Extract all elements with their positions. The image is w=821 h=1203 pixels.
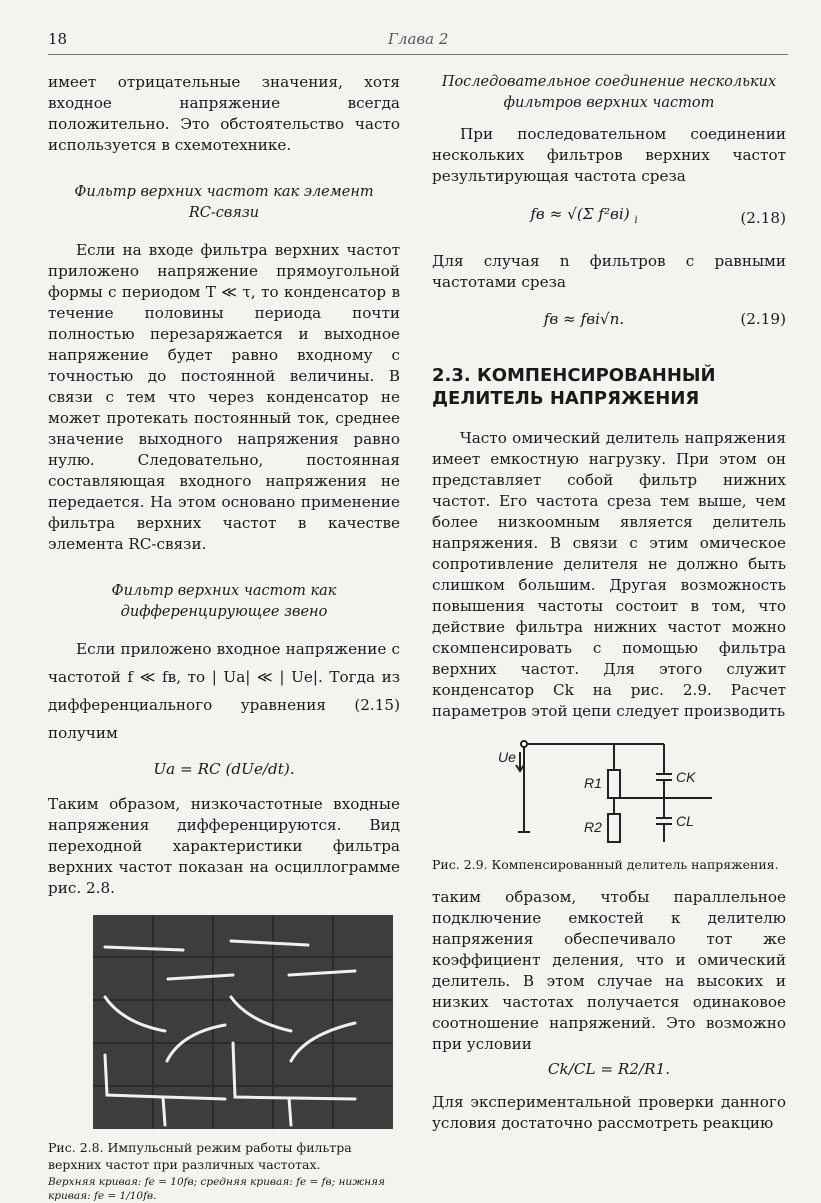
- left-column: [48, 72, 400, 1203]
- equation-number: (2.19): [740, 310, 786, 328]
- label-r1: R1: [584, 775, 602, 791]
- equation: [432, 309, 786, 330]
- paragraph: Если на входе фильтра верхних частот приложено напряжение прямоугольной формы с периодом T ≪ τ, то конденсатор в течение половины периода почти полностью перезаряжается и выходное напряжение будет равно входному с точностью до постоянной величины. В связи с тем что через конденсатор не может протекать постоянный ток, среднее значение выходного напряжения равно нулю. Следовательно, постоянная составляющая входного напряжения не передается. На этом основано применение фильтра верхних частот в качестве элемента RC-связи.: [48, 241, 400, 553]
- equation-formula: fв ≈ √(Σ f²вi) $_i$: [530, 205, 638, 227]
- paragraph: Часто омический делитель напряжения имеет емкостную нагрузку. При этом он представляет собой фильтр нижних частот. Его частота среза тем выше, чем более низкоомным является делитель напряжения. В связи с этим омическое сопротивление делителя не должно быть слишком большим. Другая возможность повышения частоты состоит в том, что действие фильтра нижних частот можно скомпенсировать с помощью фильтра верхних частот. Для этого служит конденсатор Ck на рис. 2.9. Расчет параметров этой цепи следует производить: [432, 429, 786, 720]
- paragraph: Для экспериментальной проверки данного условия достаточно рассмотреть реакцию: [432, 1093, 786, 1132]
- section-heading: 2.3. КОМПЕНСИРОВАННЫЙ ДЕЛИТЕЛЬ НАПРЯЖЕНИЯ: [432, 365, 716, 409]
- oscillogram-figure: [93, 915, 393, 1129]
- equation-formula: Ua = RC (dUe/dt).: [153, 760, 295, 778]
- label-r2: R2: [584, 819, 602, 835]
- running-head: Глава 2: [388, 30, 449, 48]
- input-terminal: [521, 741, 527, 747]
- right-column: [432, 72, 786, 1134]
- paragraph: При последовательном соединении нескольких фильтров верхних частот результирующая частота среза: [432, 125, 786, 185]
- resistor-r2: [608, 814, 620, 842]
- equation: [48, 759, 400, 780]
- equation-number: (2.18): [740, 208, 786, 227]
- sum-index: i: [634, 215, 638, 227]
- lower-trace: [165, 1097, 225, 1099]
- page-number: 18: [48, 30, 68, 48]
- equation-formula: fв ≈ fвi√n.: [543, 310, 625, 328]
- label-ue: Ue: [498, 749, 516, 765]
- equation-formula: Ck/CL = R2/R1.: [547, 1060, 671, 1078]
- equation: [432, 201, 786, 235]
- subheading: Фильтр верхних частот как дифференцирующее звено: [111, 583, 337, 620]
- label-cl: CL: [676, 813, 694, 829]
- paragraph: имеет отрицательные значения, хотя входное напряжение всегда положительно. Это обстоятельство часто используется в схемотехнике.: [48, 73, 400, 154]
- paragraph: Таким образом, низкочастотные входные напряжения дифференцируются. Вид переходной характеристики фильтра верхних частот показан на осциллограмме рис. 2.8.: [48, 795, 400, 897]
- figure-note: Верхняя кривая: fe = 10fв; средняя кривая: fe = fв; нижняя кривая: fe = 1/10fв.: [48, 1176, 385, 1202]
- page-header: [48, 30, 788, 55]
- subheading: Фильтр верхних частот как элемент RC-связи: [74, 184, 374, 221]
- subheading: Последовательное соединение нескольких фильтров верхних частот: [441, 74, 777, 111]
- figure-caption: Рис. 2.8. Импульсный режим работы фильтра верхних частот при различных частотах.: [48, 1140, 352, 1172]
- paragraph: Для случая n фильтров с равными частотами среза: [432, 252, 786, 291]
- lower-trace: [291, 1098, 355, 1099]
- ue-arrow: [516, 752, 524, 771]
- resistor-r1: [608, 770, 620, 798]
- equation: [432, 1059, 786, 1080]
- figure-caption: Рис. 2.9. Компенсированный делитель напряжения.: [432, 857, 779, 872]
- paragraph: Если приложено входное напряжение с частотой f ≪ fв, то | Ua| ≪ | Ue|. Тогда из дифференциального уравнения (2.15) получим: [48, 640, 400, 742]
- label-ck: CK: [676, 769, 696, 785]
- paragraph: таким образом, чтобы параллельное подключение емкостей к делителю напряжения обеспечивало тот же коэффициент деления, что и омический делитель. В этом случае на высоких и низких частотах получается одинаковое соотношение напряжений. Это возможно при условии: [432, 888, 786, 1053]
- circuit-diagram: [462, 734, 712, 846]
